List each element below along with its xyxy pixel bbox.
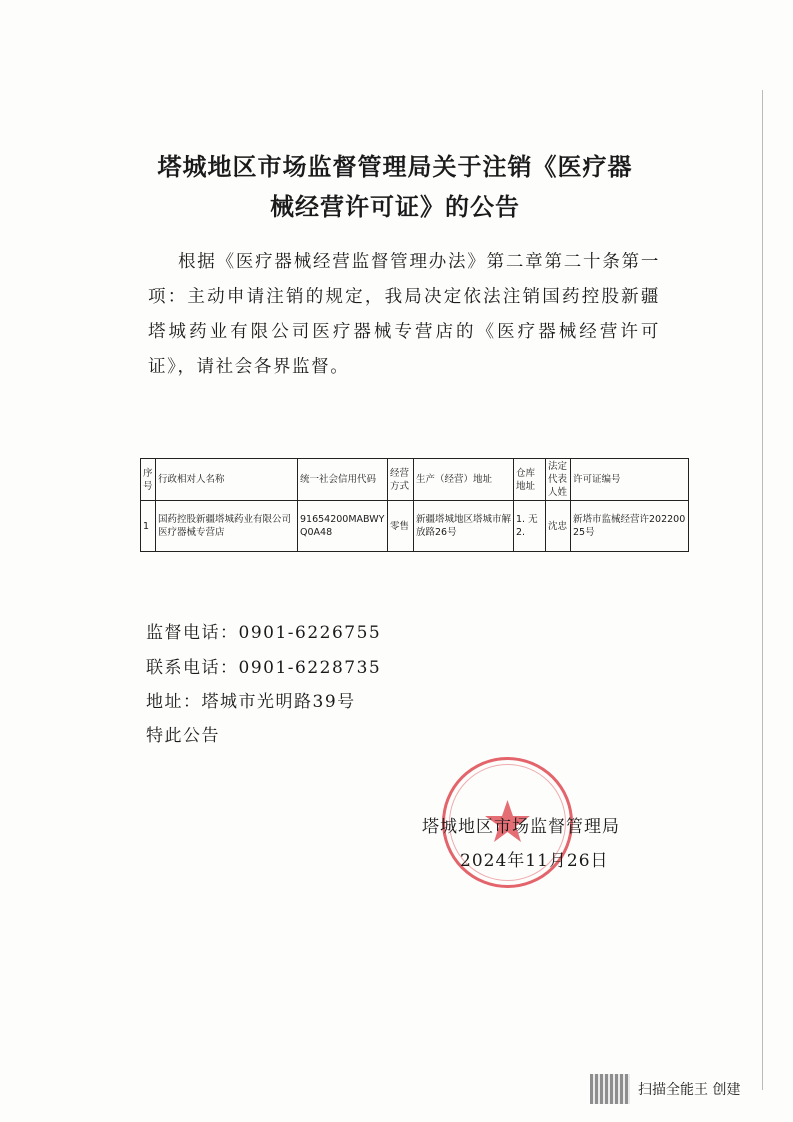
header-cell: 行政相对人名称 bbox=[156, 459, 298, 501]
notice-closing: 特此公告 bbox=[146, 726, 220, 746]
table-row bbox=[141, 501, 689, 552]
watermark-label: 扫描全能王 创建 bbox=[638, 1082, 741, 1098]
header-cell: 生产（经营）地址 bbox=[414, 459, 514, 501]
header-cell: 统一社会信用代码 bbox=[298, 459, 388, 501]
header-cell: 仓库地址 bbox=[514, 459, 546, 501]
page-edge bbox=[762, 90, 763, 1090]
cell: 1 bbox=[141, 501, 156, 552]
signature-org: 塔城地区市场监督管理局 bbox=[422, 817, 620, 837]
body-paragraph: 根据《医疗器械经营监督管理办法》第二章第二十条第一项：主动申请注销的规定，我局决定依法注销国药控股新疆塔城药业有限公司医疗器械专营店的《医疗器械经营许可证》，请社会各界监督。 bbox=[148, 252, 660, 377]
cell: 零售 bbox=[388, 501, 414, 552]
address: 地址：塔城市光明路39号 bbox=[146, 692, 356, 712]
cell: 沈忠 bbox=[546, 501, 571, 552]
cell: 新疆塔城地区塔城市解放路26号 bbox=[414, 501, 514, 552]
table-header-row bbox=[141, 459, 689, 501]
title-line-2: 械经营许可证》的公告 bbox=[270, 193, 520, 221]
qr-code-icon bbox=[590, 1074, 630, 1104]
supervise-phone: 监督电话：0901-6226755 bbox=[146, 623, 382, 643]
cell: 国药控股新疆塔城药业有限公司医疗器械专营店 bbox=[156, 501, 298, 552]
header-cell: 序号 bbox=[141, 459, 156, 501]
signature-date: 2024年11月26日 bbox=[460, 851, 609, 871]
header-cell: 经营方式 bbox=[388, 459, 414, 501]
title-line-1: 塔城地区市场监督管理局关于注销《医疗器 bbox=[157, 153, 633, 181]
scanner-watermark bbox=[590, 1074, 740, 1104]
cell: 新塔市监械经营许20220025号 bbox=[571, 501, 689, 552]
header-cell: 许可证编号 bbox=[571, 459, 689, 501]
contact-phone: 联系电话：0901-6228735 bbox=[146, 658, 382, 678]
cell: 91654200MABWYQ0A48 bbox=[298, 501, 388, 552]
cell: 1. 无2. bbox=[514, 501, 546, 552]
license-table bbox=[140, 458, 689, 552]
header-cell: 法定代表人姓 bbox=[546, 459, 571, 501]
